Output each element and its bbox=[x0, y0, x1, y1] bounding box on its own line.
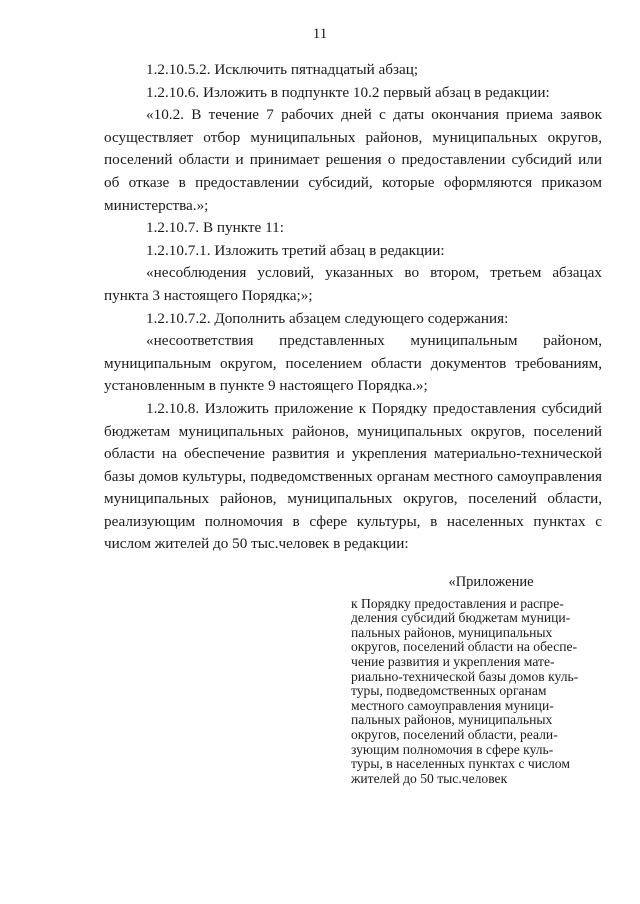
page-number: 11 bbox=[312, 26, 328, 42]
paragraph-noncompliance-quote: «несоблюдения условий, указанных во втором, третьем абзацах пункта 3 настоящего Порядка;»; bbox=[104, 264, 602, 304]
paragraph-1-2-10-7-1: 1.2.10.7.1. Изложить третий абзац в редакции: bbox=[146, 241, 445, 259]
paragraph-1-2-10-8: 1.2.10.8. Изложить приложение к Порядку предоставления субсидий бюджетам муниципальных районов, муниципальных округов, поселений области на обеспечение развития и укрепления материально-технической базы домов культуры, подведомственных органам местного самоуправления муниципальных районов, муниципальных округов, поселений области, реализующим полномочия в сфере культуры, в населенных пунктах с числом жителей до 50 тыс.человек в редакции: bbox=[104, 399, 602, 553]
paragraph-10-2-quote: «10.2. В течение 7 рабочих дней с даты окончания приема заявок осуществляет отбор муниципальных районов, муниципальных округов, поселений области и принимает решения о предоставлении субсидий или об отказе в предоставлении субсидий, которые оформляются приказом министерства.»; bbox=[104, 106, 602, 214]
appendix-header bbox=[351, 575, 601, 786]
document-body bbox=[104, 59, 602, 556]
appendix-line: зующим полномочия в сфере куль- bbox=[351, 741, 554, 757]
appendix-line: к Порядку предоставления и распре- bbox=[351, 595, 564, 611]
appendix-title: «Приложение bbox=[448, 574, 534, 590]
paragraph-1-2-10-7: 1.2.10.7. В пункте 11: bbox=[146, 219, 284, 237]
paragraph-1-2-10-6: 1.2.10.6. Изложить в подпункте 10.2 первый абзац в редакции: bbox=[146, 83, 550, 101]
appendix-line: местного самоуправления муници- bbox=[351, 697, 554, 713]
appendix-line: округов, поселений области, реали- bbox=[351, 726, 558, 742]
appendix-line: пальных районов, муниципальных bbox=[351, 712, 553, 728]
appendix-line: пальных районов, муниципальных bbox=[351, 624, 553, 640]
appendix-line: чение развития и укрепления мате- bbox=[351, 653, 555, 669]
appendix-description bbox=[351, 597, 601, 787]
appendix-line: округов, поселений области на обеспе- bbox=[351, 639, 578, 655]
paragraph-1-2-10-7-2: 1.2.10.7.2. Дополнить абзацем следующего содержания: bbox=[146, 309, 509, 327]
paragraph-mismatch-quote: «несоответствия представленных муниципальным районом, муниципальным округом, поселением области документов требованиям, установленным в пункте 9 настоящего Порядка.»; bbox=[104, 332, 602, 395]
appendix-line: туры, подведомственных органам bbox=[351, 683, 547, 699]
appendix-line: риально-технической базы домов куль- bbox=[351, 668, 579, 684]
appendix-line: деления субсидий бюджетам муници- bbox=[351, 610, 571, 626]
paragraph-1-2-10-5-2: 1.2.10.5.2. Исключить пятнадцатый абзац; bbox=[146, 61, 419, 78]
appendix-line: туры, в населенных пунктах с числом bbox=[351, 756, 570, 772]
appendix-line: жителей до 50 тыс.человек bbox=[351, 770, 508, 786]
